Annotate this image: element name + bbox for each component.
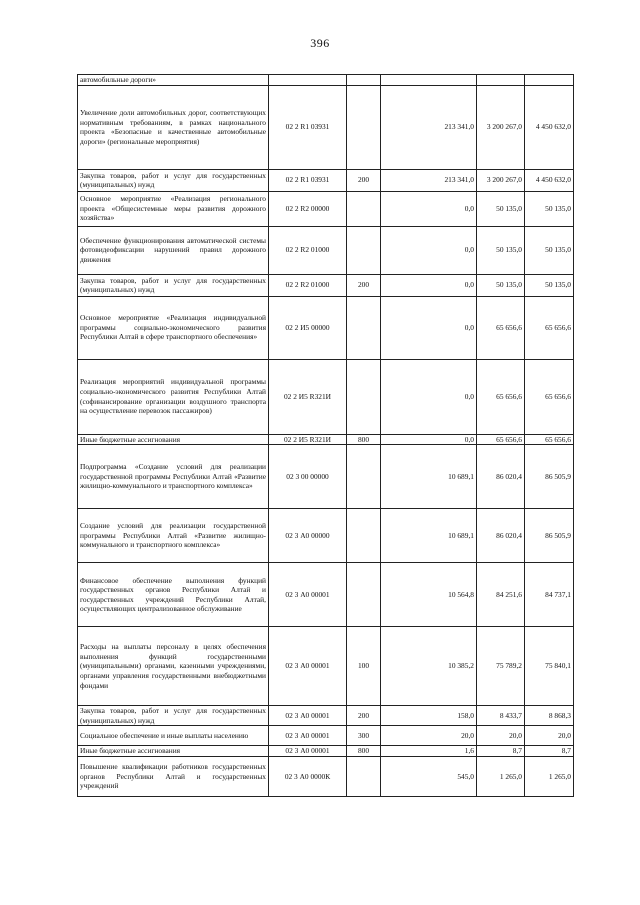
table-row xyxy=(78,226,574,274)
row-code: 02 2 R2 01000 xyxy=(269,226,347,274)
row-value-3: 65 656,6 xyxy=(525,434,574,445)
table-row xyxy=(78,75,574,86)
row-name: Расходы на выплаты персоналу в целях обеспечения выполнения функций государственными (муниципальными) органами, казенными учреждениями, органами управления государственными внебюджетными фондами xyxy=(78,627,269,706)
row-code: 02 3 А0 00001 xyxy=(269,563,347,627)
row-value-1: 20,0 xyxy=(381,726,477,746)
row-value-1: 545,0 xyxy=(381,756,477,796)
row-value-3: 65 656,6 xyxy=(525,359,574,434)
row-value-1: 0,0 xyxy=(381,226,477,274)
row-value-1: 213 341,0 xyxy=(381,85,477,169)
row-value-1: 0,0 xyxy=(381,274,477,296)
table-row xyxy=(78,563,574,627)
row-value-3 xyxy=(525,75,574,86)
row-value-2: 3 200 267,0 xyxy=(477,85,525,169)
row-code: 02 3 00 00000 xyxy=(269,445,347,509)
row-code xyxy=(269,75,347,86)
row-value-2: 84 251,6 xyxy=(477,563,525,627)
row-value-2: 75 789,2 xyxy=(477,627,525,706)
row-code: 02 3 А0 00001 xyxy=(269,746,347,757)
row-value-1: 10 689,1 xyxy=(381,445,477,509)
table-row xyxy=(78,746,574,757)
row-expense-type: 200 xyxy=(347,706,381,726)
table-row xyxy=(78,359,574,434)
row-name: Закупка товаров, работ и услуг для государственных (муниципальных) нужд xyxy=(78,169,269,191)
row-name: Обеспечение функционирования автоматической системы фотовидеофиксации нарушений правил дорожного движения xyxy=(78,226,269,274)
row-value-3: 86 505,9 xyxy=(525,509,574,563)
row-value-3: 50 135,0 xyxy=(525,191,574,226)
row-name: Финансовое обеспечение выполнения функций государственных органов Республики Алтай и государственных учреждений Республики Алтай, осуществляющих централизованное обслуживание xyxy=(78,563,269,627)
row-expense-type: 200 xyxy=(347,274,381,296)
row-code: 02 2 R2 01000 xyxy=(269,274,347,296)
row-code: 02 3 А0 00001 xyxy=(269,706,347,726)
row-value-1: 1,6 xyxy=(381,746,477,757)
row-expense-type xyxy=(347,563,381,627)
row-code: 02 3 А0 00001 xyxy=(269,627,347,706)
row-code: 02 3 А0 00000 xyxy=(269,509,347,563)
row-code: 02 2 R1 03931 xyxy=(269,169,347,191)
row-value-2: 1 265,0 xyxy=(477,756,525,796)
row-value-2: 50 135,0 xyxy=(477,191,525,226)
row-name: Увеличение доли автомобильных дорог, соответствующих нормативным требованиям, в рамках национального проекта «Безопасные и качественные автомобильные дороги» (региональные мероприятия) xyxy=(78,85,269,169)
row-name: Создание условий для реализации государственной программы Республики Алтай «Развитие жилищно-коммунального и транспортного комплекса» xyxy=(78,509,269,563)
row-code: 02 2 И5 R321И xyxy=(269,359,347,434)
table-row xyxy=(78,434,574,445)
row-expense-type xyxy=(347,226,381,274)
row-value-3: 50 135,0 xyxy=(525,274,574,296)
row-value-1 xyxy=(381,75,477,86)
row-expense-type xyxy=(347,445,381,509)
row-value-1: 158,0 xyxy=(381,706,477,726)
row-expense-type: 100 xyxy=(347,627,381,706)
row-code: 02 3 А0 00001 xyxy=(269,726,347,746)
row-value-2: 3 200 267,0 xyxy=(477,169,525,191)
row-value-3: 86 505,9 xyxy=(525,445,574,509)
table-row xyxy=(78,296,574,359)
row-name: Иные бюджетные ассигнования xyxy=(78,434,269,445)
row-expense-type xyxy=(347,509,381,563)
row-value-2: 50 135,0 xyxy=(477,274,525,296)
budget-table-body xyxy=(78,75,574,797)
row-value-3: 50 135,0 xyxy=(525,226,574,274)
row-value-2: 65 656,6 xyxy=(477,296,525,359)
row-code: 02 2 R1 03931 xyxy=(269,85,347,169)
row-code: 02 2 И5 R321И xyxy=(269,434,347,445)
row-value-2: 65 656,6 xyxy=(477,359,525,434)
row-name: автомобильные дороги» xyxy=(78,75,269,86)
row-value-1: 0,0 xyxy=(381,296,477,359)
row-value-3: 75 840,1 xyxy=(525,627,574,706)
row-value-1: 10 385,2 xyxy=(381,627,477,706)
row-code: 02 2 R2 00000 xyxy=(269,191,347,226)
table-row xyxy=(78,445,574,509)
row-value-2: 65 656,6 xyxy=(477,434,525,445)
row-value-3: 84 737,1 xyxy=(525,563,574,627)
row-expense-type: 800 xyxy=(347,746,381,757)
row-expense-type xyxy=(347,296,381,359)
row-value-2: 86 020,4 xyxy=(477,509,525,563)
row-value-1: 0,0 xyxy=(381,434,477,445)
row-name: Повышение квалификации работников государственных органов Республики Алтай и государственных учреждений xyxy=(78,756,269,796)
row-value-1: 0,0 xyxy=(381,191,477,226)
row-expense-type xyxy=(347,191,381,226)
row-code: 02 3 А0 0000К xyxy=(269,756,347,796)
page-number: 396 xyxy=(310,36,330,50)
row-expense-type xyxy=(347,756,381,796)
row-name: Иные бюджетные ассигнования xyxy=(78,746,269,757)
row-expense-type xyxy=(347,75,381,86)
table-row xyxy=(78,726,574,746)
table-row xyxy=(78,756,574,796)
table-row xyxy=(78,509,574,563)
row-value-3: 1 265,0 xyxy=(525,756,574,796)
row-expense-type xyxy=(347,85,381,169)
row-name: Социальное обеспечение и иные выплаты населению xyxy=(78,726,269,746)
row-value-2: 8 433,7 xyxy=(477,706,525,726)
row-value-3: 4 450 632,0 xyxy=(525,85,574,169)
row-value-2: 20,0 xyxy=(477,726,525,746)
table-row xyxy=(78,274,574,296)
row-value-3: 8 868,3 xyxy=(525,706,574,726)
row-expense-type: 300 xyxy=(347,726,381,746)
row-value-3: 65 656,6 xyxy=(525,296,574,359)
row-value-3: 20,0 xyxy=(525,726,574,746)
row-name: Закупка товаров, работ и услуг для государственных (муниципальных) нужд xyxy=(78,274,269,296)
row-value-1: 10 689,1 xyxy=(381,509,477,563)
row-name: Закупка товаров, работ и услуг для государственных (муниципальных) нужд xyxy=(78,706,269,726)
row-value-2: 86 020,4 xyxy=(477,445,525,509)
budget-table xyxy=(77,74,574,797)
row-expense-type: 200 xyxy=(347,169,381,191)
row-name: Подпрограмма «Создание условий для реализации государственной программы Республики Алтай «Развитие жилищно-коммунального и транспортного комплекса» xyxy=(78,445,269,509)
row-name: Основное мероприятие «Реализация регионального проекта «Общесистемные меры развития дорожного хозяйства» xyxy=(78,191,269,226)
table-row xyxy=(78,169,574,191)
table-row xyxy=(78,191,574,226)
table-row xyxy=(78,85,574,169)
row-name: Основное мероприятие «Реализация индивидуальной программы социально-экономического развития Республики Алтай в сфере транспортного обеспечения» xyxy=(78,296,269,359)
row-value-3: 4 450 632,0 xyxy=(525,169,574,191)
table-row xyxy=(78,706,574,726)
row-value-2 xyxy=(477,75,525,86)
row-name: Реализация мероприятий индивидуальной программы социально-экономического развития Республики Алтай (софинансирование организации воздушного транспорта на осуществление перевозок пассажиров) xyxy=(78,359,269,434)
table-row xyxy=(78,627,574,706)
row-value-3: 8,7 xyxy=(525,746,574,757)
row-value-1: 0,0 xyxy=(381,359,477,434)
row-expense-type: 800 xyxy=(347,434,381,445)
row-value-2: 8,7 xyxy=(477,746,525,757)
row-value-1: 213 341,0 xyxy=(381,169,477,191)
row-code: 02 2 И5 00000 xyxy=(269,296,347,359)
row-value-1: 10 564,8 xyxy=(381,563,477,627)
row-value-2: 50 135,0 xyxy=(477,226,525,274)
row-expense-type xyxy=(347,359,381,434)
